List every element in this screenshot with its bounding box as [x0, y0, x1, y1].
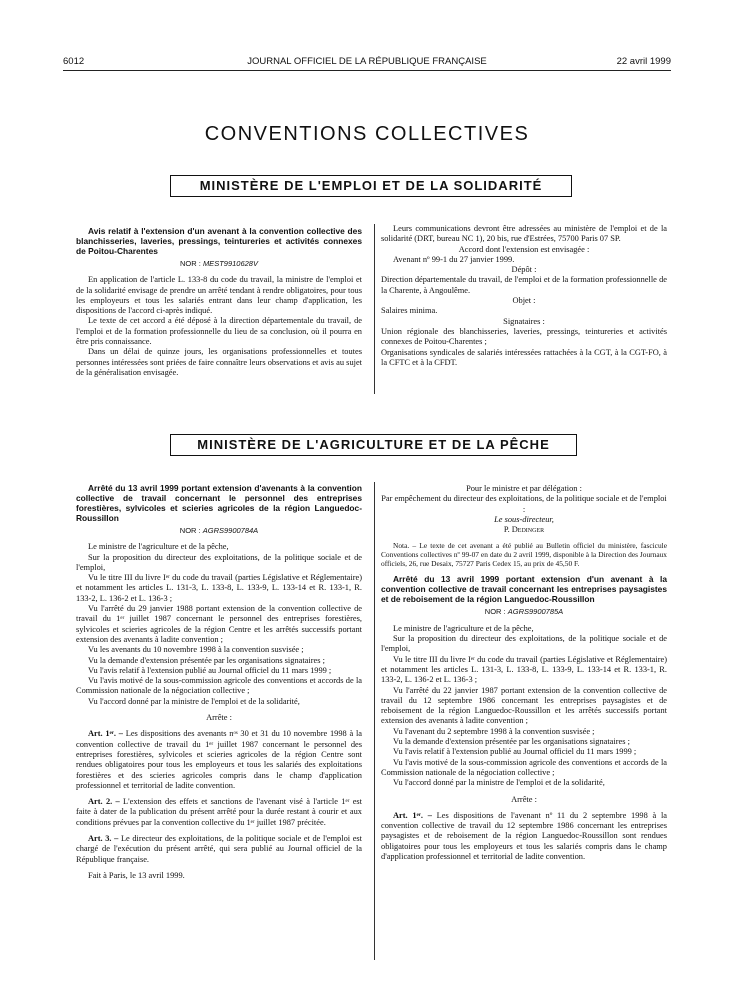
signature-line: Le sous-directeur, — [494, 514, 554, 524]
section1-right-column — [381, 224, 667, 368]
paragraph: Vu la demande d'extension présentée par les organisations signataires ; — [393, 737, 630, 747]
objet-value: Salaires minima. — [381, 306, 438, 316]
column-divider — [374, 482, 375, 960]
paragraph: Vu les avenants du 10 novembre 1998 à la convention susvisée ; — [88, 645, 304, 655]
article-label: Art. 1ᵉʳ. – — [393, 810, 432, 820]
article-label: Art. 3. – — [88, 834, 119, 844]
paragraph: Vu l'arrêté du 22 janvier 1987 portant extension de la convention collective de travail du 12 septembre 1986 concernant les entreprises paysagistes et de reboisement de la région Languedoc-Roussillon et les arrêtés successifs portant extension des avenants à ladite convention ; — [381, 685, 667, 726]
paragraph: Vu l'avis motivé de la sous-commission agricole des conventions et accords de la Commission nationale de la négociation collective ; — [381, 757, 667, 777]
section1-left-column — [76, 226, 362, 378]
page-number: 6012 — [63, 56, 85, 67]
signatory-name: P. Dedinger — [503, 525, 545, 535]
paragraph: Le texte de cet accord a été déposé à la direction départementale du travail, de l'emploi et de la formation professionnelle du lieu de sa conclusion, où il pourra en être pris connaissance. — [76, 316, 362, 347]
decree-title: Arrêté du 13 avril 1999 portant extension d'un avenant à la convention collective de travail concernant les entreprises paysagistes et de reboisement de la région Languedoc-Roussillon — [381, 574, 667, 605]
article-text: Les dispositions des avenants nᵒˢ 30 et 31 du 10 novembre 1998 à la convention collective de travail du 1ᵉʳ juillet 1987 concernant le personnel des entreprises forestières, sylvicoles et scieries agricoles de la région Centre sont rendues obligatoires pour tous les employeurs et tous les salariés des exploitations forestières et des scieries agricoles compris dans le champ d'application professionnel et territorial de ladite convention. — [76, 729, 363, 790]
decree-title: Arrêté du 13 avril 1999 portant extension d'avenants à la convention collective de travail concernant le personnel des entreprises forestières, sylvicoles et scieries agricoles de la région Languedoc-Roussillon — [76, 483, 362, 523]
accord-value: Avenant nº 99-1 du 27 janvier 1999. — [393, 254, 515, 264]
ministry-box-agriculture: MINISTÈRE DE L'AGRICULTURE ET DE LA PÊCHE — [170, 434, 577, 456]
paragraph: Vu le titre III du livre Iᵉʳ du code du travail (parties Législative et Réglementaire) et notamment les articles L. 131-3, L. 133-8, L. 133-9, L. 133-14 et R. 133-1, R. 133-2, L. 136-2 et L. 136-3 ; — [76, 573, 362, 603]
paragraph: Vu l'accord donné par la ministre de l'emploi et de la solidarité, — [88, 696, 300, 706]
nor-code: AGRS9900784A — [202, 526, 259, 535]
paragraph: Vu l'avis relatif à l'extension publié au Journal officiel du 11 mars 1999 ; — [393, 747, 637, 757]
main-title: CONVENTIONS COLLECTIVES — [204, 123, 530, 145]
article-label: Art. 1ᵉʳ. – — [88, 729, 123, 739]
header-rule — [63, 70, 671, 71]
article-label: Art. 2. – — [88, 797, 120, 807]
paragraph: Vu l'accord donné par la ministre de l'emploi et de la solidarité, — [393, 778, 605, 788]
column-divider — [374, 224, 375, 394]
nor-label: NOR : — [180, 259, 201, 268]
signataire-item: Organisations syndicales de salariés intéressées rattachées à la CGT, à la CGT-FO, à la CFTC et à la CFDT. — [381, 347, 667, 367]
article-1 — [381, 811, 667, 862]
journal-title: JOURNAL OFFICIEL DE LA RÉPUBLIQUE FRANÇAISE — [247, 56, 487, 67]
nor-reference — [381, 607, 667, 617]
paragraph: Vu l'avenant du 2 septembre 1998 à la convention susvisée ; — [393, 726, 595, 736]
paragraph: Le ministre de l'agriculture et de la pêche, — [393, 623, 534, 633]
article-2 — [76, 797, 362, 828]
signature-line: Par empêchement du directeur des exploitations, de la politique sociale et de l'emploi : — [381, 494, 667, 514]
objet-label: Objet : — [512, 296, 536, 306]
nota: Nota. – Le texte de cet avenant a été publié au Bulletin officiel du ministère, fascicule Conventions collectives nº 99-07 en date du 2 avril 1999, disponible à la Direction des Journaux officiels, 26, rue Desaix, 75727 Paris Cedex 15, au prix de 45,50 F. — [381, 541, 667, 569]
paragraph: Sur la proposition du directeur des exploitations, de la politique sociale et de l'emploi, — [76, 552, 362, 572]
article-text: Les dispositions de l'avenant nº 11 du 2 septembre 1998 à la convention collective de travail du 12 septembre 1986 concernant les entreprises paysagistes et de reboisement de la région Languedoc-Roussillon sont rendues obligatoires pour tous les employeurs et tous les salariés compris dans le champ d'application professionnel et territorial de ladite convention. — [381, 810, 668, 862]
accord-label: Accord dont l'extension est envisagée : — [458, 244, 590, 254]
depot-value: Direction départementale du travail, de l'emploi et de la formation professionnelle de la Charente, à Angoulême. — [381, 275, 667, 295]
paragraph: Vu le titre III du livre Iᵉʳ du code du travail (parties Législative et Réglementaire) et notamment les articles L. 131-3, L. 133-8, L. 133-9, L. 133-14 et R. 133-1, R. 133-2, L. 136-2 et L. 136-3 ; — [381, 654, 667, 685]
signature-line: Pour le ministre et par délégation : — [466, 484, 582, 493]
paragraph: Leurs communications devront être adressées au ministère de l'emploi et de la solidarité (DRT, bureau NC 1), 20 bis, rue d'Estrées, 75700 Paris 07 SP. — [381, 224, 667, 244]
ministry-box-emploi: MINISTÈRE DE L'EMPLOI ET DE LA SOLIDARITÉ — [170, 175, 572, 197]
section2-left-column — [76, 483, 362, 881]
nor-label: NOR : — [179, 526, 201, 535]
nor-code: AGRS9900785A — [507, 607, 564, 617]
paragraph: Dans un délai de quinze jours, les organisations professionnelles et toutes personnes intéressées sont priées de faire connaître leurs observations et avis au sujet de la généralisation envisagée. — [76, 347, 362, 377]
arrete-label: Arrête : — [206, 713, 232, 723]
nor-code: MEST9910628V — [202, 259, 258, 268]
nor-reference — [76, 259, 362, 269]
arrete-label: Arrête : — [511, 794, 537, 804]
article-text: Le directeur des exploitations, de la politique sociale et de l'emploi est chargé de l'exécution du présent arrêté, qui sera publié au Journal officiel de la République française. — [76, 834, 362, 864]
notice-title: Avis relatif à l'extension d'un avenant à la convention collective des blanchisseries, laveries, pressings, teintureries et activités connexes de Poitou-Charentes — [76, 226, 362, 256]
nor-reference — [76, 526, 362, 536]
paragraph: Vu l'arrêté du 29 janvier 1988 portant extension de la convention collective de travail du 1ᵉʳ juillet 1987 concernant le personnel des entreprises forestières, sylvicoles et scieries agricoles de la région Centre et les arrêtés successifs portant extension des avenants à ladite convention ; — [76, 604, 362, 644]
signature-place-date: Fait à Paris, le 13 avril 1999. — [88, 870, 185, 880]
paragraph: Sur la proposition du directeur des exploitations, de la politique sociale et de l'emploi, — [381, 634, 667, 654]
article-text: L'extension des effets et sanctions de l'avenant visé à l'article 1ᵉʳ est faite à dater de la publication du présent arrêté pour la durée restant à courir et aux conditions prévues par la convention collective du 1ᵉʳ juillet 1987 précitée. — [76, 797, 363, 827]
signataire-item: Union régionale des blanchisseries, laveries, pressings, teintureries et activités connexes de Poitou-Charentes ; — [381, 326, 667, 347]
signataires-label: Signataires : — [503, 316, 545, 326]
paragraph: Le ministre de l'agriculture et de la pêche, — [88, 542, 229, 552]
issue-date: 22 avril 1999 — [616, 56, 671, 67]
depot-label: Dépôt : — [511, 265, 537, 275]
paragraph: Vu l'avis motivé de la sous-commission agricole des conventions et accords de la Commission nationale de la négociation collective ; — [76, 676, 362, 696]
article-3 — [76, 834, 362, 865]
paragraph: Vu la demande d'extension présentée par les organisations signataires ; — [88, 655, 325, 665]
paragraph: En application de l'article L. 133-8 du code du travail, la ministre de l'emploi et de la solidarité envisage de prendre un arrêté tendant à rendre obligatoires, pour tous les employeurs et tous les salariés entrant dans leur champ d'application, les dispositions de l'accord ci-après indiqué. — [76, 275, 362, 316]
nor-label: NOR : — [484, 607, 506, 617]
article-1 — [76, 729, 362, 791]
section2-right-column — [381, 484, 667, 862]
paragraph: Vu l'avis relatif à l'extension publié au Journal officiel du 11 mars 1999 ; — [88, 665, 332, 675]
